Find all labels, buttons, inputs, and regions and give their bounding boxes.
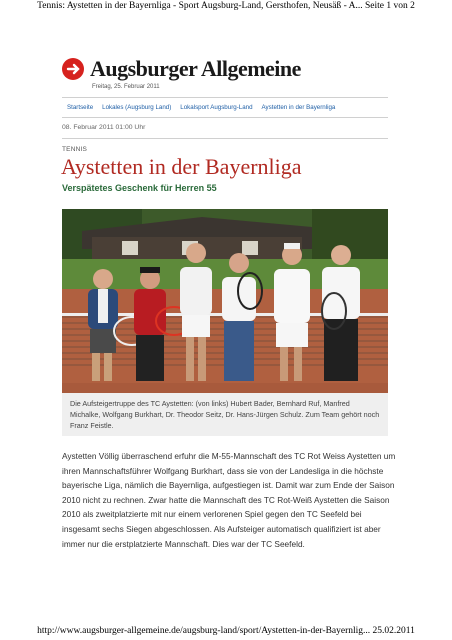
divider — [62, 138, 388, 139]
article-timestamp: 08. Februar 2011 01:00 Uhr — [62, 124, 146, 131]
article-body: Aystetten Völlig überraschend erfuhr die M-55-Mannschaft des TC Rot Weiss Aystetten um ihren Mannschaftsführer Wolfgang Burkhart, dass sie von der Landesliga in die höchste bayerische Liga, nämlich die Bayernliga, aufgestiegen ist. Damit war zum Ende der Saison 2010 nicht zu rechnen. Zwar hatte die Mannschaft des TC Rot-Weiß Aystetten die Saison 2010 als zweitplatzierte mit nur einem verlorenen Spiel gegen den TC Seefeld bei insgesamt sechs Siegen abgeschlossen. Als Aufsteiger automatisch qualifiziert ist aber immer nur die erstplatzierte Mannschaft. Dies war der TC Seefeld. — [62, 451, 396, 549]
breadcrumb-article[interactable]: Aystetten in der Bayernliga — [261, 104, 336, 111]
breadcrumb-lokales[interactable]: Lokales (Augsburg Land) — [102, 104, 172, 111]
section-label: TENNIS — [62, 146, 88, 153]
issue-date: Freitag, 25. Februar 2011 — [92, 84, 160, 90]
divider — [62, 97, 388, 98]
photo-caption: Die Aufsteigertruppe des TC Aystetten: (von links) Hubert Bader, Bernhard Ruf, Manfred Michalke, Wolfgang Burkhart, Dr. Theodor Seitz, Dr. Hans-Jürgen Schulz. Zum Team gehört noch Franz Feistle. — [62, 393, 388, 436]
site-logo[interactable] — [62, 56, 301, 82]
print-header: Tennis: Aystetten in der Bayernliga - Sport Augsburg-Land, Gersthofen, Neusäß - A... Seite 1 von 2 — [37, 1, 415, 11]
print-footer: http://www.augsburger-allgemeine.de/augsburg-land/sport/Aystetten-in-der-Bayernlig... 25.02.2011 — [37, 626, 415, 636]
breadcrumb-home[interactable]: Startseite — [67, 104, 94, 111]
article-headline: Aystetten in der Bayernliga — [61, 154, 302, 179]
divider — [62, 117, 388, 118]
logo-arrow-icon — [62, 58, 84, 80]
team-photo — [62, 209, 388, 393]
breadcrumb — [67, 104, 335, 111]
article-subheadline: Verspätetes Geschenk für Herren 55 — [62, 183, 217, 193]
logo-text: Augsburger Allgemeine — [90, 56, 301, 81]
breadcrumb-lokalsport[interactable]: Lokalsport Augsburg-Land — [180, 104, 253, 111]
